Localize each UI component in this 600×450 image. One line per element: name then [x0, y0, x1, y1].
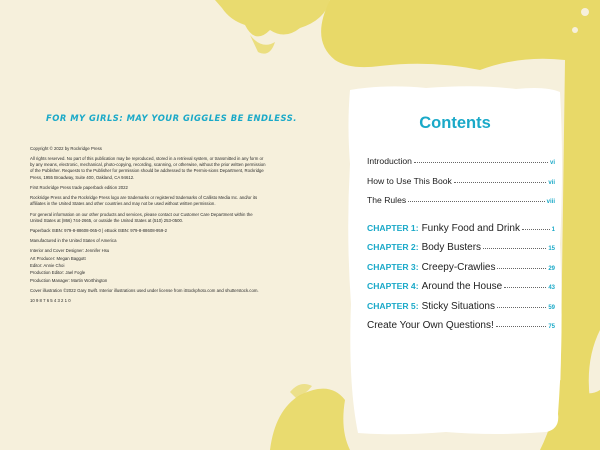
- dot-leader: [483, 247, 546, 249]
- spacer: [367, 215, 555, 223]
- chapter-title: Sticky Situations: [421, 300, 495, 312]
- trademark-paragraph: Rockridge Press and the Rockridge Press logo are trademarks or registered trademarks of Callisto Media Inc. and/or its affiliates in the United States and other countries and may not be used without written permission.: [30, 195, 258, 207]
- cover-credit: Cover illustration ©2022 Gary Swift. Interior illustrations used under license from iStockphoto.com and shutterstock.com.: [30, 287, 259, 293]
- toc-entry-how-to-use[interactable]: [367, 176, 555, 196]
- credit-line: Production Editor: Jael Fogle: [30, 270, 86, 276]
- contents-title: Contents: [419, 114, 491, 132]
- toc-entry-chapter-1[interactable]: [367, 223, 555, 243]
- toc-entry-page: vii: [548, 179, 555, 186]
- toc-entry-page: 29: [548, 265, 555, 272]
- toc-entry-label: Introduction: [367, 156, 412, 166]
- toc-entry-chapter-4[interactable]: [367, 281, 555, 301]
- toc-entry-label: Create Your Own Questions!: [367, 320, 494, 331]
- toc-entry-page: 59: [548, 304, 555, 311]
- contact-paragraph: For general information on our other products and services, please contact our Customer Care Department within the United States at (866) 744-2665, or outside the United States at (510) 253-0500.: [30, 211, 253, 223]
- chapter-title: Body Busters: [421, 242, 482, 253]
- dot-leader: [497, 267, 546, 269]
- toc-entry-chapter-2[interactable]: [367, 242, 555, 262]
- dot-leader: [496, 325, 547, 327]
- chapter-title: Around the House: [421, 281, 503, 292]
- toc-entry-rules[interactable]: [367, 195, 555, 215]
- dot-leader: [522, 228, 550, 230]
- dedication: FOR MY GIRLS: MAY YOUR GIGGLES BE ENDLESS.: [46, 113, 297, 123]
- toc-entry-chapter-5[interactable]: [367, 301, 555, 321]
- credit-line: Art Producer: Megan Baggott: [30, 255, 86, 261]
- dot-leader: [497, 306, 546, 308]
- dot-leader: [454, 181, 546, 183]
- toc-entry-page: vi: [549, 160, 555, 166]
- isbn-line: Paperback ISBN: 979-8-88608-065-0 | eBook ISBN: 979-8-88608-959-2: [30, 227, 168, 233]
- credit-line: Interior and Cover Designer: Jennifer Hsu: [30, 248, 110, 254]
- copyright-block: [30, 146, 266, 308]
- toc-entry-page: 1: [551, 226, 555, 233]
- contents-panel: [346, 84, 564, 436]
- toc-entry-page: 75: [548, 324, 555, 330]
- chapter-number: CHAPTER 3:: [367, 261, 419, 272]
- chapter-title: Funky Food and Drink: [421, 222, 520, 234]
- chapter-number: CHAPTER 1:: [367, 222, 419, 233]
- toc-entry-page: viii: [546, 199, 555, 205]
- toc-entry-chapter-3[interactable]: [367, 262, 555, 282]
- toc-entry-label: The Rules: [367, 195, 407, 205]
- manufactured-line: Manufactured in the United States of America: [30, 238, 117, 244]
- dot-leader: [504, 286, 546, 288]
- copyright-line: Copyright © 2022 by Rockridge Press: [30, 146, 102, 151]
- toc-entry-create-questions[interactable]: [367, 320, 555, 340]
- toc-entry-label: How to Use This Book: [367, 175, 452, 186]
- chapter-number: CHAPTER 5:: [367, 300, 419, 311]
- dot-leader: [408, 200, 544, 202]
- rights-paragraph: All rights reserved. No part of this publication may be reproduced, stored in a retrieval system, or transmitted in any form or by any means, electronic, mechanical, photo-copying, recording, scanning, or otherwise, without the prior written permission of the Publisher. Requests to the Publisher for permission should be addressed to the Permis-sions Department, Rockridge Press, 1955 Broadway, Suite 400, Oakland, CA 94612.: [30, 156, 266, 180]
- toc-entry-introduction[interactable]: [367, 156, 555, 176]
- chapter-number: CHAPTER 2:: [367, 242, 419, 252]
- toc-list: [367, 156, 555, 340]
- credit-line: Production Manager: Martin Worthington: [30, 277, 108, 283]
- print-line: 10 9 8 7 6 5 4 3 2 1 0: [30, 298, 71, 304]
- credit-line: Editor: Annie Choi: [30, 263, 65, 268]
- chapter-title: Creepy-Crawlies: [421, 261, 496, 273]
- edition-line: First Rockridge Press trade paperback edition 2022: [30, 184, 128, 190]
- chapter-number: CHAPTER 4:: [367, 281, 419, 291]
- dot-leader: [414, 161, 548, 163]
- toc-entry-page: 15: [548, 246, 555, 252]
- toc-entry-page: 43: [548, 285, 555, 291]
